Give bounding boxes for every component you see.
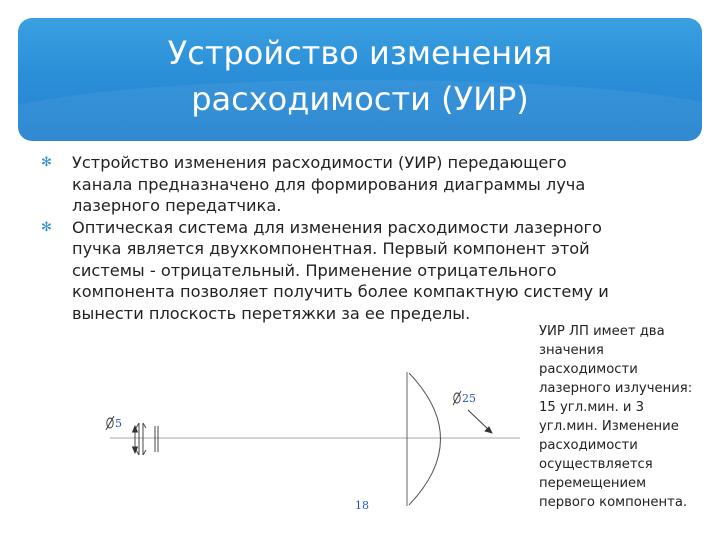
bullet-2-line-3: системы - отрицательный. Применение отрицательного bbox=[72, 260, 557, 280]
first-lens-component bbox=[136, 423, 158, 455]
bullet-1-line-1: Устройство изменения расходимости (УИР) передающего bbox=[72, 153, 567, 172]
side-note-line-7: расходимости bbox=[539, 438, 638, 453]
leader-arrow bbox=[468, 410, 492, 433]
diameter-symbol-icon bbox=[453, 391, 461, 405]
title-line-2: расходимости (УИР) bbox=[191, 80, 529, 118]
side-note-line-2: значения bbox=[539, 343, 604, 358]
side-note-line-10: первого компонента. bbox=[539, 495, 688, 510]
side-note-line-3: расходимости bbox=[539, 362, 638, 377]
bullet-asterisk-icon: ✻ bbox=[41, 155, 52, 170]
side-note-line-6: угл.мин. Изменение bbox=[539, 419, 679, 434]
diameter-symbol-icon bbox=[106, 416, 114, 430]
side-note-line-5: 15 угл.мин. и 3 bbox=[539, 400, 645, 415]
large-diameter-label: 25 bbox=[462, 392, 476, 405]
slide-title bbox=[18, 30, 702, 122]
side-note-line-1: УИР ЛП имеет два bbox=[539, 324, 665, 339]
side-note-line-4: лазерного излучения: bbox=[539, 381, 693, 396]
small-diameter-label: 5 bbox=[115, 417, 122, 430]
side-note-line-9: перемещением bbox=[539, 476, 647, 491]
bullet-asterisk-icon: ✻ bbox=[41, 219, 52, 235]
distance-label: 18 bbox=[355, 499, 369, 512]
bullet-2-line-2: пучка является двухкомпонентная. Первый компонент этой bbox=[72, 239, 590, 258]
bullet-2-line-5: вынести плоскость перетяжки за ее пределы. bbox=[72, 303, 471, 323]
bullet-1-line-2: канала предназначено для формирования диаграммы луча bbox=[72, 174, 586, 194]
second-lens-surface bbox=[409, 373, 441, 505]
bullet-2-line-4: компонента позволяет получить более компактную систему и bbox=[72, 282, 609, 301]
small-diameter-arrow bbox=[133, 426, 138, 453]
side-note-line-8: осуществляется bbox=[539, 457, 653, 472]
bullet-1-line-3: лазерного передатчика. bbox=[72, 196, 282, 215]
title-line-1: Устройство изменения bbox=[167, 34, 553, 72]
bullet-2-line-1: Оптическая система для изменения расходимости лазерного bbox=[72, 217, 602, 237]
